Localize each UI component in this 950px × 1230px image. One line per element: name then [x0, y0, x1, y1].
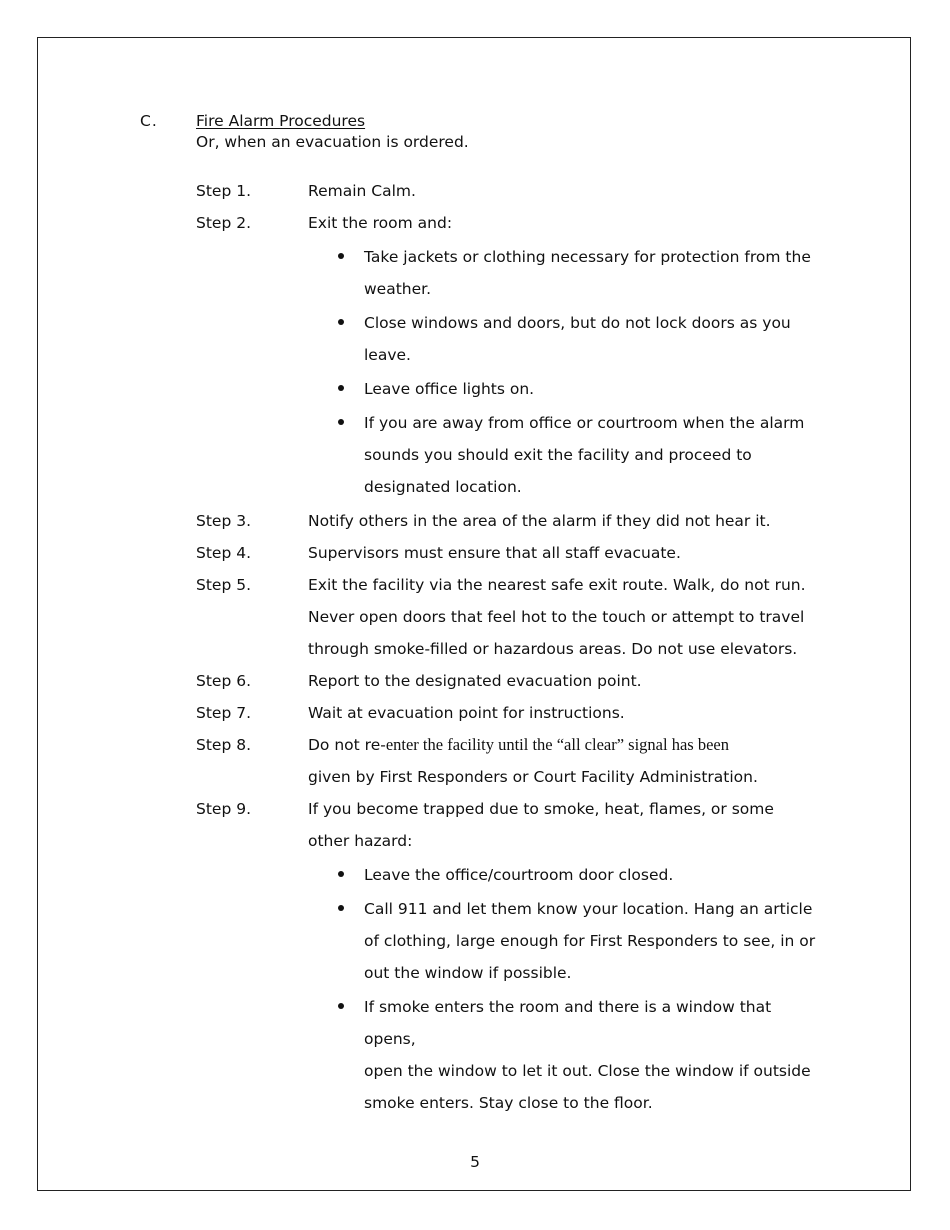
step-text: Supervisors must ensure that all staff evacuate.	[308, 544, 681, 562]
step-9	[196, 793, 816, 857]
step-9-bullets	[196, 859, 816, 1119]
step-label: Step 4.	[196, 544, 252, 562]
step-5	[196, 569, 816, 665]
step-7	[196, 697, 816, 729]
step-label: Step 5.	[196, 576, 252, 594]
page-number: 5	[470, 1153, 480, 1171]
step-text: Notify others in the area of the alarm if they did not hear it.	[308, 512, 771, 530]
list-item: Take jackets or clothing necessary for protection from the weather.	[196, 241, 816, 305]
section-subtitle: Or, when an evacuation is ordered.	[196, 133, 469, 151]
step-3	[196, 505, 816, 537]
list-item: If you are away from office or courtroom when the alarm sounds you should exit the facility and proceed to designated location.	[196, 407, 816, 503]
section-letter: C.	[140, 112, 158, 130]
step-label: Step 3.	[196, 512, 252, 530]
bullet-icon	[338, 253, 344, 259]
list-item: Leave office lights on.	[196, 373, 816, 405]
list-item: If smoke enters the room and there is a window that opens, open the window to let it out. Close the window if outside smoke enters. Stay close to the floor.	[196, 991, 816, 1119]
step-label: Step 2.	[196, 214, 252, 232]
list-item: Close windows and doors, but do not lock doors as you leave.	[196, 307, 816, 371]
bullet-icon	[338, 419, 344, 425]
step-2	[196, 207, 816, 239]
step-text: Wait at evacuation point for instructions.	[308, 704, 625, 722]
bullet-icon	[338, 385, 344, 391]
step-4	[196, 537, 816, 569]
step-label: Step 1.	[196, 182, 252, 200]
step-text: Exit the facility via the nearest safe exit route. Walk, do not run. Never open doors that feel hot to the touch or attempt to travel through smoke-filled or hazardous areas. Do not use elevators.	[308, 576, 806, 658]
bullet-icon	[338, 905, 344, 911]
step-8	[196, 729, 816, 793]
step-label: Step 8.	[196, 736, 252, 754]
step-text: Remain Calm.	[308, 182, 416, 200]
step-text: If you become trapped due to smoke, heat, flames, or some other hazard:	[308, 800, 774, 850]
steps-list	[196, 175, 816, 1121]
section-title: Fire Alarm Procedures	[196, 112, 366, 130]
bullet-icon	[338, 871, 344, 877]
step-text: Do not re-enter the facility until the “all clear” signal has been given by First Responders or Court Facility Administration.	[308, 735, 758, 786]
step-2-bullets	[196, 241, 816, 503]
bullet-icon	[338, 319, 344, 325]
step-label: Step 7.	[196, 704, 252, 722]
step-text: Exit the room and:	[308, 214, 453, 232]
step-1	[196, 175, 816, 207]
list-item: Call 911 and let them know your location. Hang an article of clothing, large enough for First Responders to see, in or out the window if possible.	[196, 893, 816, 989]
step-6	[196, 665, 816, 697]
step-label: Step 6.	[196, 672, 252, 690]
list-item: Leave the office/courtroom door closed.	[196, 859, 816, 891]
bullet-icon	[338, 1003, 344, 1009]
step-label: Step 9.	[196, 800, 252, 818]
step-text: Report to the designated evacuation point.	[308, 672, 642, 690]
